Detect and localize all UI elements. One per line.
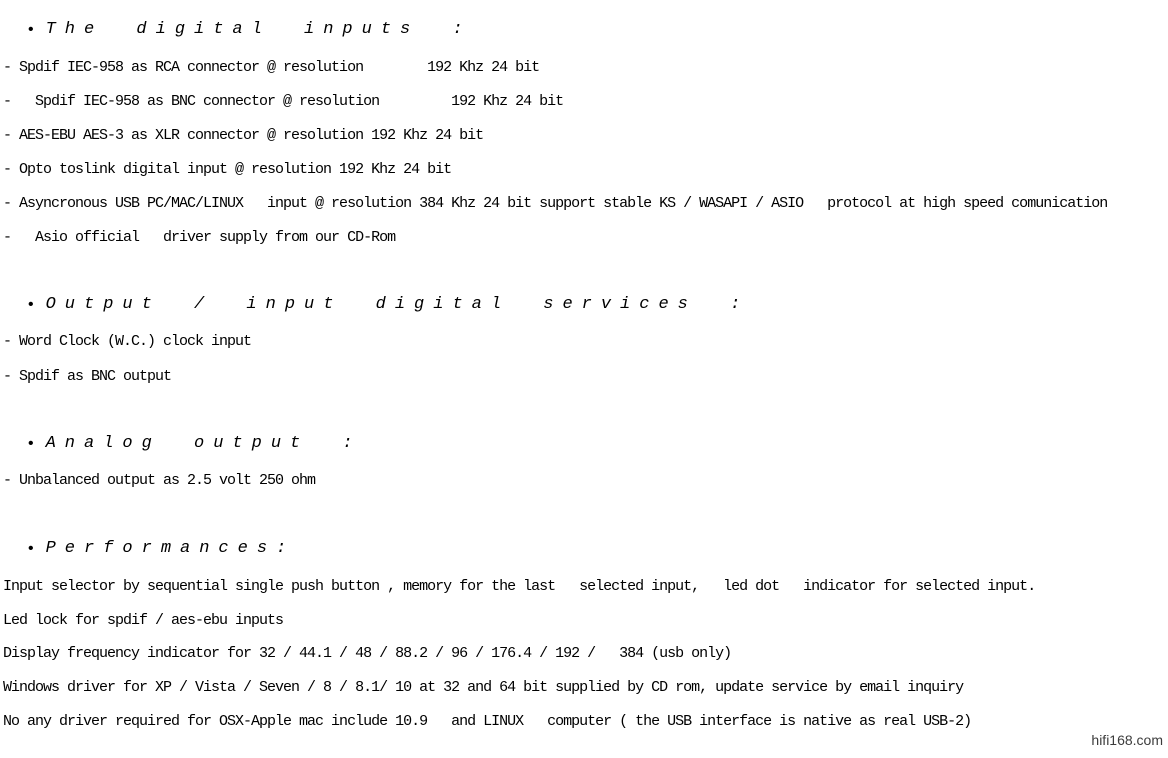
spec-line-word-clock: - Word Clock (W.C.) clock input (3, 333, 252, 350)
spec-line-spdif-bnc-output: - Spdif as BNC output (3, 368, 172, 385)
section-heading-text: The digital inputs : (45, 20, 472, 39)
spec-line-opto-toslink: - Opto toslink digital input @ resolution 192 Khz 24 bit (3, 161, 452, 178)
spec-line-frequency-indicator: Display frequency indicator for 32 / 44.1 / 48 / 88.2 / 96 / 176.4 / 192 / 384 (usb only) (3, 645, 732, 662)
spec-line-input-selector: Input selector by sequential single push button , memory for the last selected input, led dot indicator for selected input. (3, 578, 1036, 595)
section-heading-digital-services (26, 295, 749, 314)
spec-line-asio-driver: - Asio official driver supply from our CD-Rom (3, 229, 396, 246)
bullet-icon: • (26, 20, 36, 39)
spec-line-aes-ebu: - AES-EBU AES-3 as XLR connector @ resolution 192 Khz 24 bit (3, 127, 484, 144)
bullet-icon: • (26, 295, 36, 314)
section-heading-performances (26, 539, 295, 558)
section-heading-digital-inputs (26, 20, 472, 39)
watermark-text: hifi168.com (1091, 732, 1163, 748)
section-heading-text: Output / input digital services : (45, 295, 750, 314)
section-heading-text: Performances: (45, 539, 296, 558)
bullet-icon: • (26, 539, 36, 558)
spec-line-spdif-rca: - Spdif IEC-958 as RCA connector @ resolution 192 Khz 24 bit (3, 59, 540, 76)
spec-line-osx-linux: No any driver required for OSX-Apple mac include 10.9 and LINUX computer ( the USB interface is native as real USB-2) (3, 713, 972, 730)
spec-line-usb-input: - Asyncronous USB PC/MAC/LINUX input @ resolution 384 Khz 24 bit support stable KS / WASAPI / ASIO protocol at high speed comunication (3, 195, 1108, 212)
section-heading-text: Analog output : (45, 434, 362, 453)
bullet-icon: • (26, 434, 36, 453)
section-heading-analog-output (26, 434, 362, 453)
spec-line-led-lock: Led lock for spdif / aes-ebu inputs (3, 612, 284, 629)
spec-line-spdif-bnc: - Spdif IEC-958 as BNC connector @ resolution 192 Khz 24 bit (3, 93, 564, 110)
spec-line-windows-driver: Windows driver for XP / Vista / Seven / 8 / 8.1/ 10 at 32 and 64 bit supplied by CD rom, update service by email inquiry (3, 679, 964, 696)
spec-line-unbalanced-output: - Unbalanced output as 2.5 volt 250 ohm (3, 472, 316, 489)
